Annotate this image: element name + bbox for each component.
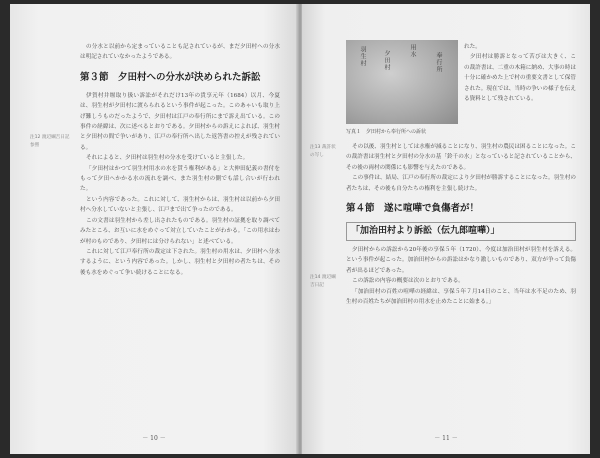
- section-heading-3: 第３節 夕田村への分水が決められた訴訟: [80, 71, 261, 83]
- margin-note: 注14 渡辺綱吉日記: [310, 275, 336, 288]
- margin-note: 注13 裁許状の写し: [310, 145, 336, 158]
- margin-note: 注12 渡辺綱吉日記 参照: [30, 135, 70, 148]
- paragraph: という内容であった。これに対して、羽生村からは、羽生村は以前から夕田村へ分水していないと主張し、江戸まで出て争ったのである。: [80, 196, 280, 214]
- photo-script: 用水: [409, 44, 416, 58]
- right-column: [464, 42, 576, 104]
- paragraph: その以後、羽生村としては水権が減ることになり、羽生村の農民は困ることになった。この裁許書は羽生村と夕田村の分水の基「鈴千の水」となっていると記されていることから、その後の両村の関係にも影響を与えたのである。: [346, 144, 576, 171]
- paragraph: この事件は、結局、江戸の奉行所の裁定により夕田村が勝訴することになった。羽生村の者たちは、その後も自分たちの権利を主張し続けた。: [346, 175, 576, 192]
- left-page: [10, 4, 298, 454]
- paragraph: この訴訟の内容の概要は次のとおりである。: [352, 278, 464, 285]
- paragraph: 夕田村からの訴訟から20年後の享保５年（1720）、今度は加治田村が羽生村を訴える。という事件が起こった。加治田村からの訴訟はかなり激しいものであり、双方が争って負傷者が出るほどであった。: [346, 247, 576, 274]
- paragraph: これに対して江戸奉行所の裁定は下された。羽生村の用水は、夕田村へ分水するように、という内容であった。しかし、羽生村と夕田村の者たちは、その後も水をめぐって争い続けることになる。: [80, 248, 280, 276]
- right-page: [302, 4, 590, 454]
- page-number-left: － 10 －: [142, 435, 166, 442]
- photo-caption: 写真１ 夕田村から奉行所への訴状: [346, 129, 427, 135]
- paragraph: この文書は羽生村から差し出されたものである。羽生村の証拠を取り調べてみたところ、お互いに水をめぐって対立していたことがわかる。「この用水はわが村のものであり、夕田村には分けられない」と述べている。: [80, 217, 280, 245]
- paragraph: それによると、夕田村は羽生村の分水を受けていると主張した。: [86, 155, 249, 162]
- page-number-right: － 11 －: [434, 435, 458, 442]
- col-line: れた。: [464, 44, 481, 50]
- paragraph: 「加治田村の百姓の喧嘩の経緯は、享保５年７月14日のこと、当年は水不足のため、羽生村の百姓たちが加治田村の用水を止めたことに始まる。」: [346, 288, 576, 306]
- intro-line: の分水と以前から定まっていることも記されているが、まだ夕田村への分水は明記されていなかったようである。: [80, 44, 280, 61]
- col-line: 夕田村は勝訴となって苦びは大きく、この裁許書は、二重の木箱に納め、大事の時は十分に確かめた上で村の重要文書として保管された。現在では、当時の争いの様子を伝える資料として残されている。: [464, 54, 576, 103]
- paragraph: 「夕田村はかつて羽生村用水の水を貰う権利がある」と大伸田紀義の書付をもって夕田へかかる水の流れを調べ、また羽生村の側でも話し合いが行われた。: [80, 165, 280, 193]
- section-heading-4: 第４節 遂に喧嘩で負傷者が！: [346, 203, 480, 215]
- photo-script: 夕田村: [383, 50, 390, 71]
- book-spread: [10, 4, 590, 454]
- document-photo: [346, 40, 458, 124]
- photo-script: 羽生村: [359, 46, 366, 67]
- photo-script: 奉行所: [435, 52, 442, 73]
- section-subheading: 「加治田村より訴訟（伝九郎喧嘩）」: [346, 222, 576, 241]
- left-body: [80, 42, 280, 278]
- right-body: [346, 142, 576, 307]
- paragraph: 伊賀村井堰取り扱い訴訟がそれだけ13年の貴享元年（1684）以月、今夏は、羽生村が夕田村に渡らられるという事件が起こった。このあゃいも取り上げ難しうものだったようで、夕田村は江戸の奉行所にまで訴え出ている。この事件の経緯は、次に述べるとおりである。夕田村からの訴えによれば、羽生村と夕田村の間で争いがあり、江戸の奉行所へ出した返答書の控えが残されている。: [80, 92, 280, 151]
